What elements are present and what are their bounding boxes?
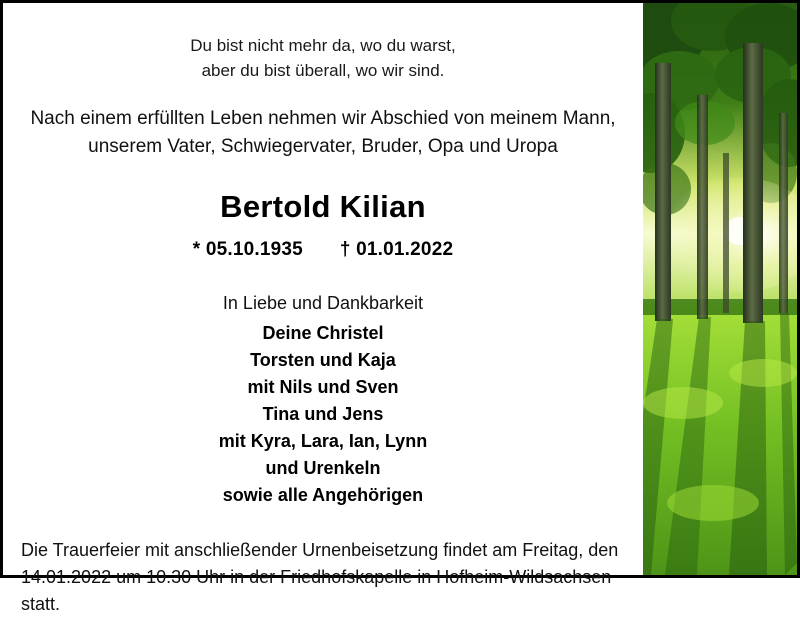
death-date: † 01.01.2022 bbox=[339, 239, 454, 260]
obituary-text-column bbox=[3, 3, 643, 614]
deceased-name: Bertold Kilian bbox=[220, 189, 426, 224]
list-item: Tina und Jens bbox=[262, 404, 384, 424]
forest-illustration bbox=[643, 3, 797, 575]
mourners-list bbox=[219, 320, 427, 509]
forest-sunlight-photo bbox=[643, 3, 797, 575]
intro-line-1: Nach einem erfüllten Leben nehmen wir Abschied von meinem Mann, bbox=[30, 108, 616, 129]
list-item: Torsten und Kaja bbox=[250, 350, 396, 370]
verse-line-1: Du bist nicht mehr da, wo du warst, bbox=[190, 36, 456, 55]
verse-block bbox=[190, 33, 456, 83]
ceremony-details: Die Trauerfeier mit anschließender Urnenbeisetzung findet am Freitag, den 14.01.2022 um 10.30 Uhr in der Friedhofskapelle in Hofheim-Wildsachsen statt. bbox=[21, 540, 619, 614]
life-dates bbox=[193, 239, 453, 261]
dedication-text: In Liebe und Dankbarkeit bbox=[222, 293, 424, 313]
verse-line-2: aber du bist überall, wo wir sind. bbox=[201, 61, 445, 80]
list-item: und Urenkeln bbox=[265, 458, 381, 478]
list-item: Deine Christel bbox=[262, 323, 384, 343]
intro-line-2: unserem Vater, Schwiegervater, Bruder, Opa und Uropa bbox=[88, 136, 558, 157]
list-item: sowie alle Angehörigen bbox=[222, 485, 424, 505]
intro-block bbox=[30, 105, 615, 161]
list-item: mit Kyra, Lara, Ian, Lynn bbox=[218, 431, 428, 451]
list-item: mit Nils und Sven bbox=[247, 377, 399, 397]
birth-date: * 05.10.1935 bbox=[192, 239, 303, 260]
